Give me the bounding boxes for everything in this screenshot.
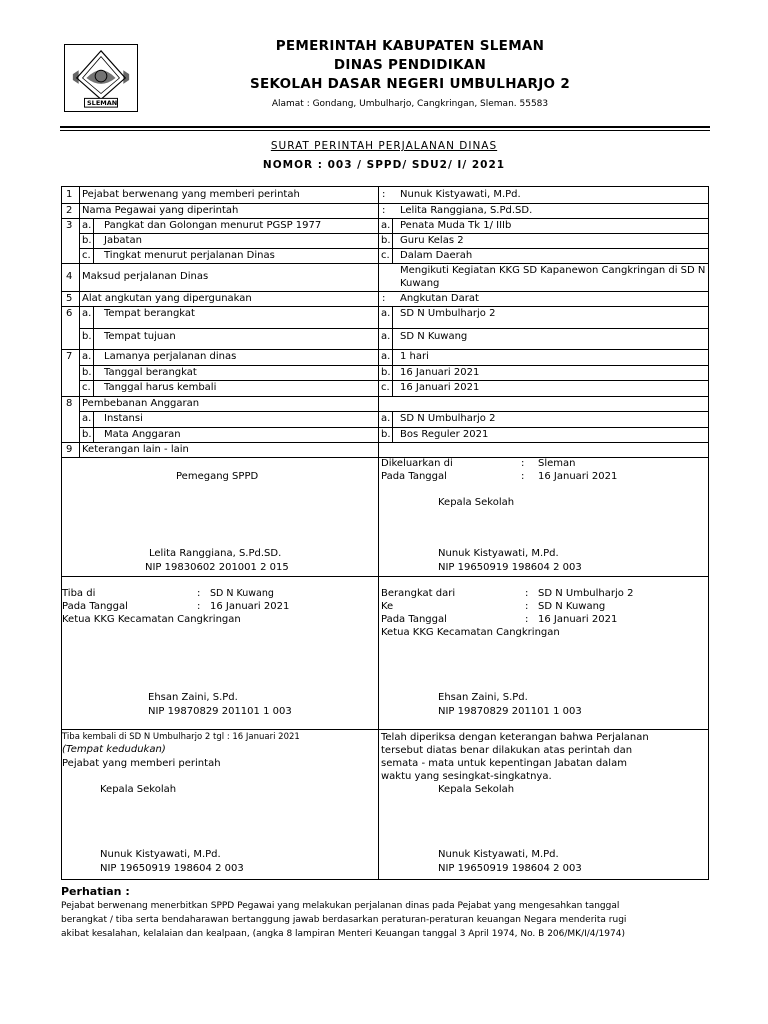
row-6b-letter: b. bbox=[82, 331, 92, 342]
destination-label: Ke bbox=[381, 601, 394, 612]
row-5-label: Alat angkutan yang dipergunakan bbox=[82, 293, 252, 304]
row-2-label: Nama Pegawai yang diperintah bbox=[82, 205, 239, 216]
row-8b-label: Mata Anggaran bbox=[104, 429, 181, 440]
header-department: DINAS PENDIDIKAN bbox=[333, 57, 487, 73]
row-7a-value-letter: a. bbox=[381, 351, 391, 362]
header-address: Alamat : Gondang, Umbulharjo, Cangkringan, Sleman. 55583 bbox=[271, 99, 549, 109]
row-3a-value-letter: a. bbox=[381, 220, 391, 231]
row-8-number: 8 bbox=[66, 398, 73, 409]
row-7b-letter: b. bbox=[82, 367, 92, 378]
depart-date-label: Pada Tanggal bbox=[381, 614, 447, 625]
arrive-date-separator: : bbox=[197, 601, 201, 612]
issued-at-value: Sleman bbox=[538, 458, 576, 469]
arrive-signer-nip: NIP 19870829 201101 1 003 bbox=[148, 706, 292, 717]
depart-role: Ketua KKG Kecamatan Cangkringan bbox=[381, 627, 560, 638]
row-3a-label: Pangkat dan Golongan menurut PGSP 1977 bbox=[104, 220, 322, 231]
depart-date-separator: : bbox=[525, 614, 529, 625]
header-school: SEKOLAH DASAR NEGERI UMBULHARJO 2 bbox=[249, 76, 571, 92]
row-4-value-line1: Mengikuti Kegiatan KKG SD Kapanewon Cangkringan di SD N bbox=[400, 265, 706, 276]
principal-name-1: Nunuk Kistyawati, M.Pd. bbox=[438, 548, 559, 559]
row-6a-letter: a. bbox=[82, 308, 92, 319]
principal-title-3: Kepala Sekolah bbox=[100, 784, 177, 795]
order-giver-label: Pejabat yang memberi perintah bbox=[62, 758, 221, 769]
issued-date-value: 16 Januari 2021 bbox=[538, 471, 618, 482]
row-4-value-line2: Kuwang bbox=[400, 278, 440, 289]
row-6a-value-letter: a. bbox=[381, 308, 391, 319]
principal-nip-1: NIP 19650919 198604 2 003 bbox=[438, 562, 582, 573]
row-7-number: 7 bbox=[66, 351, 73, 362]
row-9-label: Keterangan lain - lain bbox=[82, 444, 189, 455]
arrive-value: SD N Kuwang bbox=[210, 588, 274, 599]
row-7c-letter: c. bbox=[82, 382, 91, 393]
row-5-separator: : bbox=[382, 293, 386, 304]
header-government: PEMERINTAH KABUPATEN SLEMAN bbox=[275, 38, 545, 54]
row-7a-label: Lamanya perjalanan dinas bbox=[104, 351, 237, 362]
row-3c-value: Dalam Daerah bbox=[400, 250, 473, 261]
principal-title-1: Kepala Sekolah bbox=[438, 497, 515, 508]
principal-nip-3: NIP 19650919 198604 2 003 bbox=[100, 863, 244, 874]
sppd-holder-title: Pemegang SPPD bbox=[176, 471, 259, 482]
arrive-signer-name: Ehsan Zaini, S.Pd. bbox=[148, 692, 238, 703]
row-8a-label: Instansi bbox=[104, 413, 143, 424]
header-rule-thin bbox=[60, 130, 710, 131]
row-3b-value: Guru Kelas 2 bbox=[400, 235, 464, 246]
document-title: SURAT PERINTAH PERJALANAN DINAS bbox=[270, 140, 498, 152]
row-3c-value-letter: c. bbox=[381, 250, 390, 261]
depart-value: SD N Umbulharjo 2 bbox=[538, 588, 634, 599]
sppd-holder-name: Lelita Ranggiana, S.Pd.SD. bbox=[149, 548, 282, 559]
row-3b-value-letter: b. bbox=[381, 235, 391, 246]
depart-label: Berangkat dari bbox=[381, 588, 456, 599]
row-2-value: Lelita Ranggiana, S.Pd.SD. bbox=[400, 205, 533, 216]
check-line-2: tersebut diatas benar dilakukan atas perintah dan bbox=[381, 745, 633, 756]
arrive-role: Ketua KKG Kecamatan Cangkringan bbox=[62, 614, 241, 625]
row-8b-value: Bos Reguler 2021 bbox=[400, 429, 489, 440]
return-line: Tiba kembali di SD N Umbulharjo 2 tgl : 16 Januari 2021 bbox=[62, 732, 300, 742]
row-8-label: Pembebanan Anggaran bbox=[82, 398, 200, 409]
row-7b-value: 16 Januari 2021 bbox=[400, 367, 480, 378]
row-4-label: Maksud perjalanan Dinas bbox=[82, 271, 209, 282]
row-3c-letter: c. bbox=[82, 250, 91, 261]
row-8a-value-letter: a. bbox=[381, 413, 391, 424]
row-7c-label: Tanggal harus kembali bbox=[104, 382, 217, 393]
depart-signer-nip: NIP 19870829 201101 1 003 bbox=[438, 706, 582, 717]
row-3a-value: Penata Muda Tk 1/ IIIb bbox=[400, 220, 512, 231]
destination-value: SD N Kuwang bbox=[538, 601, 606, 612]
row-7c-value: 16 Januari 2021 bbox=[400, 382, 480, 393]
sleman-logo bbox=[64, 44, 138, 112]
row-8b-letter: b. bbox=[82, 429, 92, 440]
row-6-number: 6 bbox=[66, 308, 73, 319]
row-6b-label: Tempat tujuan bbox=[104, 331, 176, 342]
arrive-date-value: 16 Januari 2021 bbox=[210, 601, 290, 612]
row-2-separator: : bbox=[382, 205, 386, 216]
depart-signer-name: Ehsan Zaini, S.Pd. bbox=[438, 692, 528, 703]
header-rule-thick bbox=[60, 126, 710, 128]
issued-date-label: Pada Tanggal bbox=[381, 471, 447, 482]
check-line-4: waktu yang sesingkat-singkatnya. bbox=[381, 771, 552, 782]
issued-at-label: Dikeluarkan di bbox=[381, 458, 453, 469]
row-3a-letter: a. bbox=[82, 220, 92, 231]
issued-at-separator: : bbox=[521, 458, 525, 469]
destination-separator: : bbox=[525, 601, 529, 612]
row-8a-letter: a. bbox=[82, 413, 92, 424]
row-7b-value-letter: b. bbox=[381, 367, 391, 378]
row-7c-value-letter: c. bbox=[381, 382, 390, 393]
document-number: NOMOR : 003 / SPPD/ SDU2/ I/ 2021 bbox=[262, 159, 506, 171]
seat-note: (Tempat kedudukan) bbox=[62, 744, 166, 755]
notice-line-3: akibat kesalahan, kelalaian dan kealpaan, (angka 8 lampiran Menteri Keuangan tanggal 3 April 1974, No. B 206/MK/I/4/1974) bbox=[61, 929, 625, 939]
principal-name-3: Nunuk Kistyawati, M.Pd. bbox=[100, 849, 221, 860]
row-6a-label: Tempat berangkat bbox=[104, 308, 195, 319]
sppd-holder-nip: NIP 19830602 201001 2 015 bbox=[145, 562, 289, 573]
row-5-value: Angkutan Darat bbox=[400, 293, 479, 304]
row-1-number: 1 bbox=[66, 189, 73, 200]
issued-date-separator: : bbox=[521, 471, 525, 482]
check-line-1: Telah diperiksa dengan keterangan bahwa Perjalanan bbox=[381, 732, 649, 743]
row-4-number: 4 bbox=[66, 271, 73, 282]
depart-separator: : bbox=[525, 588, 529, 599]
depart-date-value: 16 Januari 2021 bbox=[538, 614, 618, 625]
principal-title-4: Kepala Sekolah bbox=[438, 784, 515, 795]
check-line-3: semata - mata untuk kepentingan Jabatan dalam bbox=[381, 758, 627, 769]
principal-name-4: Nunuk Kistyawati, M.Pd. bbox=[438, 849, 559, 860]
arrive-separator: : bbox=[197, 588, 201, 599]
row-5-number: 5 bbox=[66, 293, 73, 304]
row-3b-letter: b. bbox=[82, 235, 92, 246]
row-8a-value: SD N Umbulharjo 2 bbox=[400, 413, 496, 424]
row-6b-value-letter: a. bbox=[381, 331, 391, 342]
row-3c-label: Tingkat menurut perjalanan Dinas bbox=[104, 250, 275, 261]
row-3-number: 3 bbox=[66, 220, 73, 231]
row-8b-value-letter: b. bbox=[381, 429, 391, 440]
arrive-date-label: Pada Tanggal bbox=[62, 601, 128, 612]
notice-line-2: berangkat / tiba serta bendaharawan bertanggung jawab berdasarkan peraturan-peraturan keuangan Negara menderita rugi bbox=[61, 915, 627, 925]
notice-line-1: Pejabat berwenang menerbitkan SPPD Pegawai yang melakukan perjalanan dinas pada Pejabat yang mengesahkan tanggal bbox=[61, 901, 620, 911]
row-3b-label: Jabatan bbox=[104, 235, 142, 246]
notice-title: Perhatian : bbox=[61, 885, 130, 898]
row-9-number: 9 bbox=[66, 444, 73, 455]
row-6a-value: SD N Umbulharjo 2 bbox=[400, 308, 496, 319]
arrive-label: Tiba di bbox=[62, 588, 96, 599]
row-7a-value: 1 hari bbox=[400, 351, 429, 362]
row-1-label: Pejabat berwenang yang memberi perintah bbox=[82, 189, 300, 200]
row-1-value: Nunuk Kistyawati, M.Pd. bbox=[400, 189, 521, 200]
row-6b-value: SD N Kuwang bbox=[400, 331, 468, 342]
logo-label: SLEMAN bbox=[87, 99, 118, 107]
principal-nip-4: NIP 19650919 198604 2 003 bbox=[438, 863, 582, 874]
row-7b-label: Tanggal berangkat bbox=[104, 367, 197, 378]
row-2-number: 2 bbox=[66, 205, 73, 216]
row-7a-letter: a. bbox=[82, 351, 92, 362]
row-1-separator: : bbox=[382, 189, 386, 200]
